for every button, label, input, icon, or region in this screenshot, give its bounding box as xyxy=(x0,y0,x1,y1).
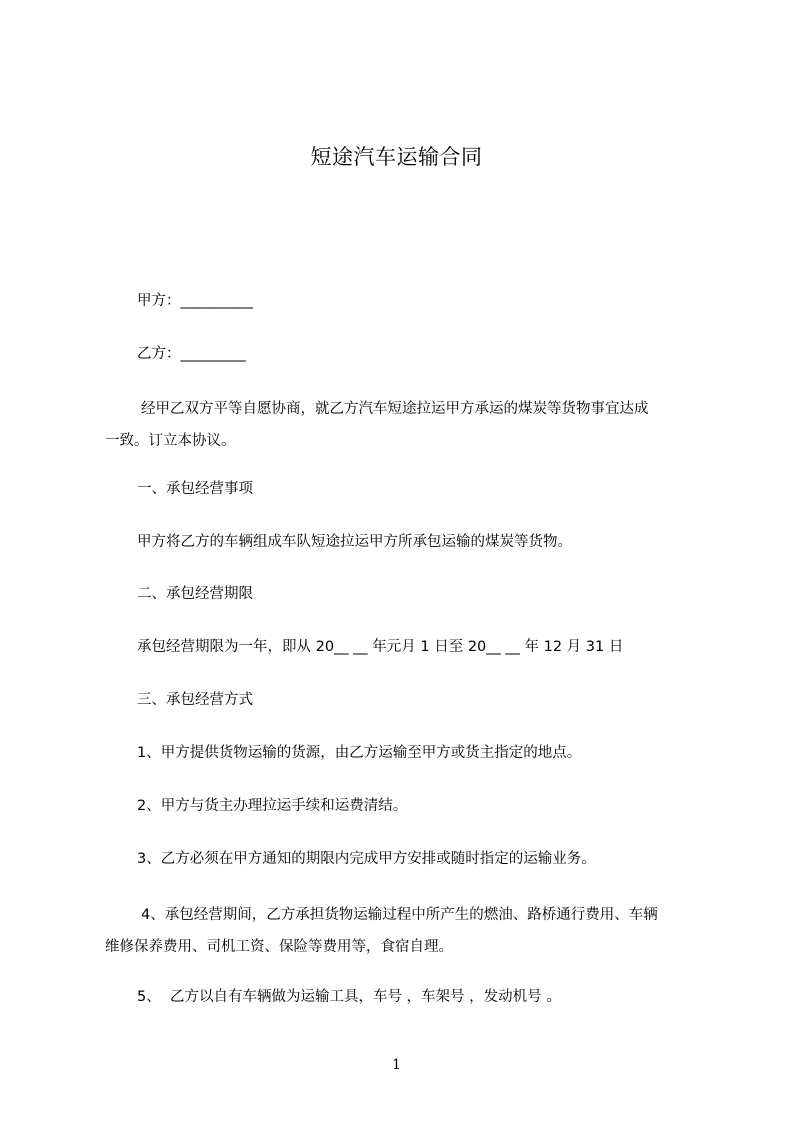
intro-line-2: 一致。订立本协议。 xyxy=(105,433,236,449)
item-1: 1、甲方提供货物运输的货源，由乙方运输至甲方或货主指定的地点。 xyxy=(137,745,582,761)
section-3-heading: 三、承包经营方式 xyxy=(137,692,253,708)
item-5: 5、 乙方以自有车辆做为运输工具，车号 ，车架号 ，发动机号 。 xyxy=(137,989,561,1005)
section-2-body: 承包经营期限为一年，即从 20__ __ 年元月 1 日至 20__ __ 年 12 月 31 日 xyxy=(137,639,624,655)
section-1-heading: 一、承包经营事项 xyxy=(137,481,253,497)
item-3: 3、乙方必须在甲方通知的期限内完成甲方安排或随时指定的运输业务。 xyxy=(137,851,596,867)
party-a-field: 甲方：__________ xyxy=(137,293,253,309)
intro-line-1: 经甲乙双方平等自愿协商，就乙方汽车短途拉运甲方承运的煤炭等货物事宜达成 xyxy=(141,401,649,417)
item-4-line-2: 维修保养费用、司机工资、保险等费用等，食宿自理。 xyxy=(105,939,453,955)
item-4-line-1: 4、承包经营期间，乙方承担货物运输过程中所产生的燃油、路桥通行费用、车辆 xyxy=(141,907,658,923)
document-title: 短途汽车运输合同 xyxy=(310,145,483,169)
item-2: 2、甲方与货主办理拉运手续和运费清结。 xyxy=(137,798,408,814)
section-1-body: 甲方将乙方的车辆组成车队短途拉运甲方所承包运输的煤炭等货物。 xyxy=(137,534,572,550)
intro-paragraph xyxy=(105,393,705,457)
section-2-heading: 二、承包经营期限 xyxy=(137,586,253,602)
item-4-paragraph xyxy=(105,899,705,963)
party-b-field: 乙方：_________ xyxy=(137,346,246,362)
page-number: 1 xyxy=(392,1057,401,1073)
